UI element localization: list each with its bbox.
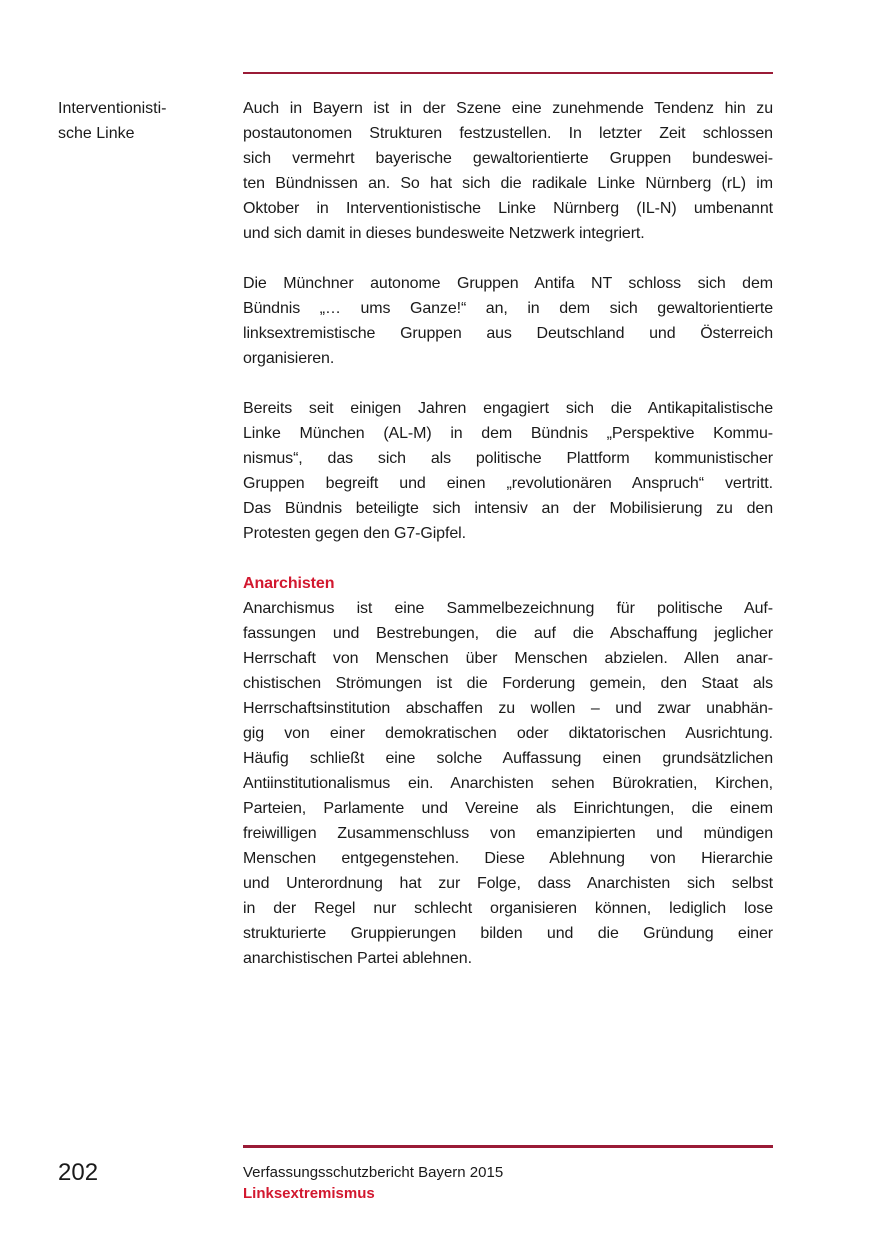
page-number: 202	[58, 1159, 99, 1186]
text-line: Die Münchner autonome Gruppen Antifa NT schloss sich dem	[243, 275, 773, 292]
footer-rule	[243, 1145, 773, 1148]
margin-label-line: sche Linke	[58, 125, 135, 142]
text-line: Bereits seit einigen Jahren engagiert sich die Antikapitalistische	[243, 400, 773, 417]
text-line: Bündnis „… ums Ganze!“ an, in dem sich gewaltorientierte	[243, 300, 773, 317]
text-line: fassungen und Bestrebungen, die auf die Abschaffung jeglicher	[243, 625, 773, 642]
section-heading-anarchisten: Anarchisten	[243, 575, 335, 592]
text-line: Auch in Bayern ist in der Szene eine zunehmende Tendenz hin zu	[243, 100, 773, 117]
text-line: gig von einer demokratischen oder diktatorischen Ausrichtung.	[243, 725, 773, 742]
text-line: Parteien, Parlamente und Vereine als Einrichtungen, die einem	[243, 800, 773, 817]
text-line: organisieren.	[243, 350, 335, 367]
margin-label	[58, 96, 233, 146]
text-line: Herrschaftsinstitution abschaffen zu wollen – und zwar unabhän-	[243, 700, 773, 717]
text-line: strukturierte Gruppierungen bilden und die Gründung einer	[243, 925, 773, 942]
body-text-column	[243, 96, 773, 971]
footer-report-title: Verfassungsschutzbericht Bayern 2015	[243, 1164, 504, 1181]
text-line: postautonomen Strukturen festzustellen. In letzter Zeit schlossen	[243, 125, 773, 142]
text-line: linksextremistische Gruppen aus Deutschland und Österreich	[243, 325, 773, 342]
text-line: ten Bündnissen an. So hat sich die radikale Linke Nürnberg (rL) im	[243, 175, 773, 192]
text-line: in der Regel nur schlecht organisieren können, lediglich lose	[243, 900, 773, 917]
text-line: Oktober in Interventionistische Linke Nürnberg (IL-N) umbenannt	[243, 200, 773, 217]
text-line: anarchistischen Partei ablehnen.	[243, 950, 472, 967]
header-rule	[243, 72, 773, 74]
text-line: Herrschaft von Menschen über Menschen abzielen. Allen anar-	[243, 650, 773, 667]
footer	[243, 1162, 773, 1204]
text-line: freiwilligen Zusammenschluss von emanzipierten und mündigen	[243, 825, 773, 842]
paragraph-interventionistische-linke	[243, 96, 773, 246]
text-line: sich vermehrt bayerische gewaltorientierte Gruppen bundeswei-	[243, 150, 773, 167]
text-line: und sich damit in dieses bundesweite Netzwerk integriert.	[243, 225, 645, 242]
text-line: Protesten gegen den G7-Gipfel.	[243, 525, 466, 542]
text-line: Anarchismus ist eine Sammelbezeichnung für politische Auf-	[243, 600, 773, 617]
paragraph-anarchismus	[243, 596, 773, 971]
paragraph-antifa-nt	[243, 271, 773, 371]
text-line: Antiinstitutionalismus ein. Anarchisten sehen Bürokratien, Kirchen,	[243, 775, 773, 792]
paragraph-antikapitalistische-linke	[243, 396, 773, 546]
text-line: Linke München (AL-M) in dem Bündnis „Perspektive Kommu-	[243, 425, 773, 442]
footer-section-label: Linksextremismus	[243, 1185, 375, 1202]
text-line: Das Bündnis beteiligte sich intensiv an der Mobilisierung zu den	[243, 500, 773, 517]
text-line: und Unterordnung hat zur Folge, dass Anarchisten sich selbst	[243, 875, 773, 892]
margin-label-line: Interventionisti-	[58, 100, 167, 117]
text-line: Menschen entgegenstehen. Diese Ablehnung von Hierarchie	[243, 850, 773, 867]
text-line: nismus“, das sich als politische Plattform kommunistischer	[243, 450, 773, 467]
text-line: Häufig schließt eine solche Auffassung einen grundsätzlichen	[243, 750, 773, 767]
text-line: Gruppen begreift und einen „revolutionären Anspruch“ vertritt.	[243, 475, 773, 492]
text-line: chistischen Strömungen ist die Forderung gemein, den Staat als	[243, 675, 773, 692]
